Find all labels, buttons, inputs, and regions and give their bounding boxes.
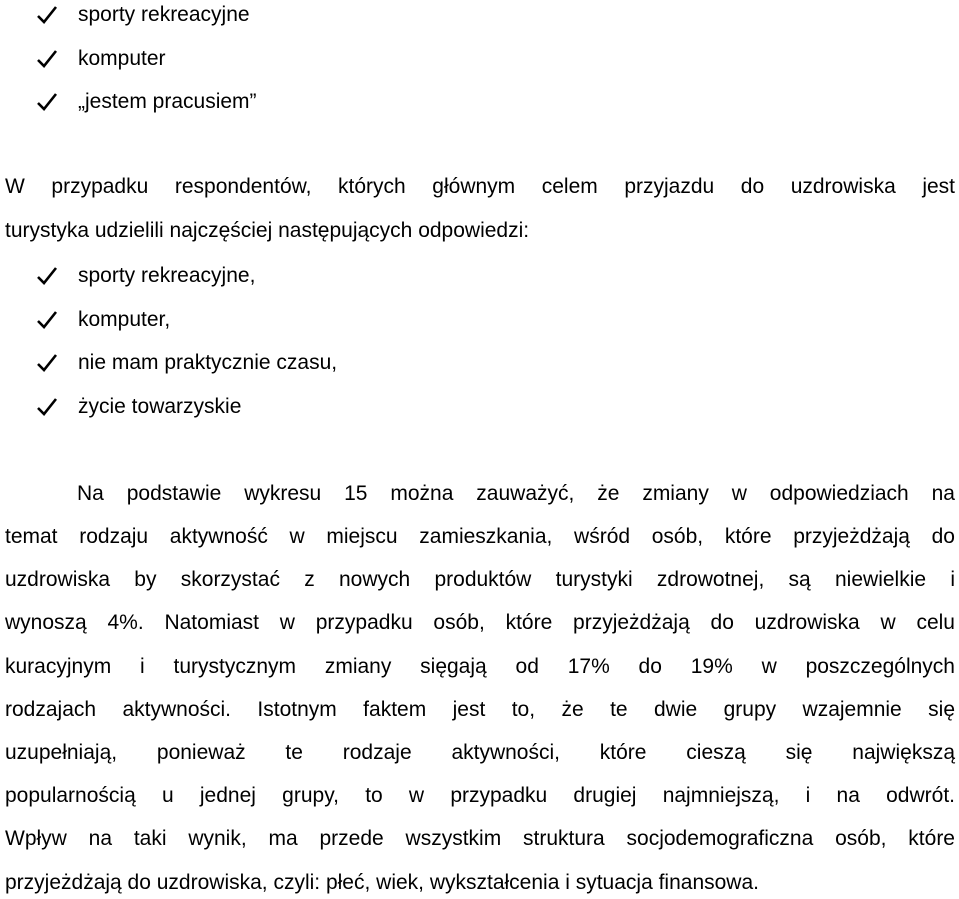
paragraph-line: przyjeżdżają do uzdrowiska, czyli: płeć, wiek, wykształcenia i sytuacja finansowa. (5, 871, 759, 894)
paragraph-line: uzdrowiska by skorzystać z nowych produktów turystyki zdrowotnej, są niewielkie i (5, 568, 955, 591)
intro-line-2: turystyka udzielili najczęściej następujących odpowiedzi: (5, 219, 530, 242)
checkmark-icon (35, 264, 59, 288)
paragraph-line: Na podstawie wykresu 15 można zauważyć, że zmiany w odpowiedziach na (77, 482, 955, 505)
paragraph-line: rodzajach aktywności. Istotnym faktem jest to, że te dwie grupy wzajemnie się (5, 698, 955, 721)
list-item (35, 308, 337, 352)
list-item (35, 351, 337, 395)
checkmark-icon (35, 395, 59, 419)
paragraph-line: wynoszą 4%. Natomiast w przypadku osób, które przyjeżdżają do uzdrowiska w celu (5, 611, 955, 634)
paragraph-line: temat rodzaju aktywność w miejscu zamieszkania, wśród osób, które przyjeżdżają do (5, 525, 955, 548)
checkmark-icon (35, 90, 59, 114)
list-item-label: nie mam praktycznie czasu, (78, 351, 338, 374)
list-item-label: sporty rekreacyjne (78, 3, 250, 26)
paragraph-line: popularnością u jednej grupy, to w przypadku drugiej najmniejszą, i na odwrót. (5, 784, 955, 807)
activities-list-top (35, 3, 257, 134)
checkmark-icon (35, 47, 59, 71)
list-item (35, 47, 257, 91)
paragraph-line: Wpływ na taki wynik, ma przede wszystkim struktura socjodemograficzna osób, które (5, 827, 955, 850)
checkmark-icon (35, 3, 59, 27)
checkmark-icon (35, 351, 59, 375)
list-item-label: sporty rekreacyjne, (78, 264, 256, 287)
list-item-label: życie towarzyskie (78, 394, 242, 418)
list-item-label: komputer, (78, 307, 171, 331)
list-item (35, 3, 257, 47)
intro-line-1: W przypadku respondentów, których głównym celem przyjazdu do uzdrowiska jest (5, 175, 955, 198)
list-item-label: komputer (78, 46, 166, 70)
list-item (35, 395, 337, 439)
list-item (35, 90, 257, 134)
list-item (35, 264, 337, 308)
paragraph-line: kuracyjnym i turystycznym zmiany sięgają od 17% do 19% w poszczególnych (5, 655, 955, 678)
activities-list-tourism (35, 264, 337, 438)
list-item-label: „jestem pracusiem” (78, 90, 257, 113)
checkmark-icon (35, 308, 59, 332)
paragraph-line: uzupełniają, ponieważ te rodzaje aktywności, które cieszą się największą (5, 741, 955, 764)
